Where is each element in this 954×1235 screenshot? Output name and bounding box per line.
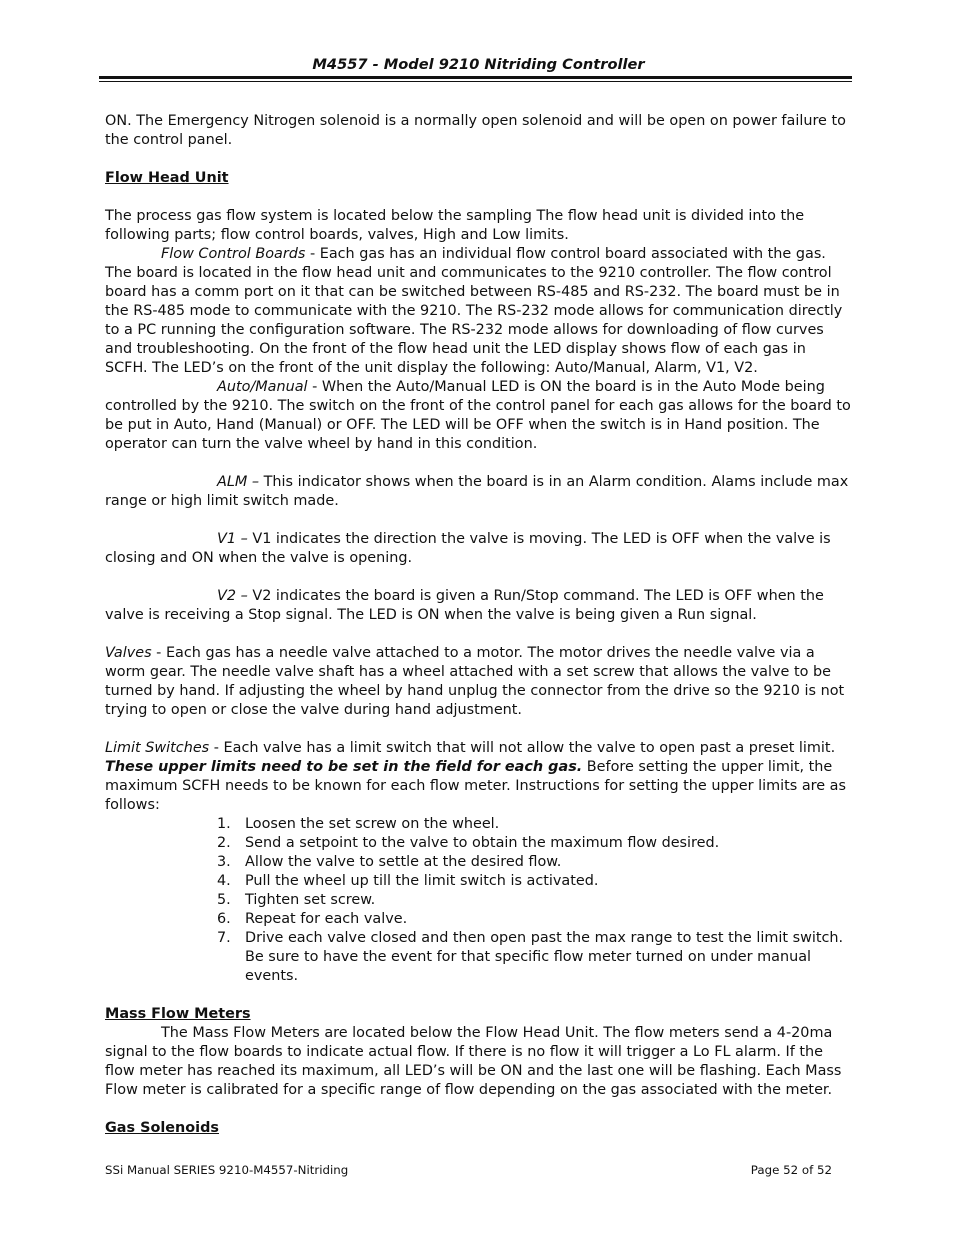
step-number: 7. <box>217 930 231 946</box>
header-rule-thin <box>99 81 852 82</box>
header-rule-thick <box>99 76 852 79</box>
limit-switches-paragraph <box>105 739 852 815</box>
flow-control-boards-text: - Each gas has an individual flow control board associated with the gas. The board is located in the flow head unit and communicates to the 9210 controller. The flow control board has a comm port on it that can be switched between RS-485 and RS-232. The board must be in the RS-485 mode to communicate with the 9210. The RS-232 mode allows for communication directly to a PC running the configuration software. The RS-232 mode allows for downloading of flow curves and troubleshooting. On the front of the flow head unit the LED display shows flow of each gas in SCFH. The LED’s on the front of the unit display the following: Auto/Manual, Alarm, V1, V2. <box>105 246 843 376</box>
auto-manual-label: Auto/Manual <box>217 379 308 395</box>
v1-paragraph <box>105 530 852 568</box>
document-body <box>105 112 852 1138</box>
step-text: Allow the valve to settle at the desired flow. <box>245 854 562 870</box>
alm-label: ALM – <box>217 474 260 490</box>
alm-paragraph <box>105 473 852 511</box>
step-text: Loosen the set screw on the wheel. <box>245 816 500 832</box>
step-number: 6. <box>217 911 231 927</box>
limit-switches-text: - Each valve has a limit switch that will not allow the valve to open past a preset limit. <box>209 740 836 756</box>
step-number: 5. <box>217 892 231 908</box>
v1-label: V1 – <box>217 531 248 547</box>
limit-switches-warning: These upper limits need to be set in the field for each gas. <box>105 759 583 775</box>
step-number: 1. <box>217 816 231 832</box>
mass-flow-heading: Mass Flow Meters <box>105 1006 251 1022</box>
auto-manual-paragraph <box>105 378 852 454</box>
list-item <box>105 872 852 891</box>
step-number: 4. <box>217 873 231 889</box>
list-item <box>105 929 852 986</box>
flow-head-paragraph: The process gas flow system is located below the sampling The flow head unit is divided into the following parts; flow control boards, valves, High and Low limits. <box>105 208 805 243</box>
valves-paragraph <box>105 644 852 720</box>
page-header-title: M4557 - Model 9210 Nitriding Controller <box>312 56 645 73</box>
step-text: Repeat for each valve. <box>245 911 408 927</box>
mass-flow-paragraph: The Mass Flow Meters are located below the Flow Head Unit. The flow meters send a 4-20ma signal to the flow boards to indicate actual flow. If there is no flow it will trigger a Lo FL alarm. If the flow meter has reached its maximum, all LED’s will be ON and the last one will be flashing. Each Mass Flow meter is calibrated for a specific range of flow depending on the gas associated with the meter. <box>105 1025 842 1098</box>
step-number: 2. <box>217 835 231 851</box>
gas-solenoids-heading: Gas Solenoids <box>105 1120 219 1136</box>
list-item <box>105 910 852 929</box>
step-text: Drive each valve closed and then open past the max range to test the limit switch. Be sure to have the event for that specific flow meter turned on under manual events. <box>245 930 844 984</box>
auto-manual-text: - When the Auto/Manual LED is ON the board is in the Auto Mode being controlled by the 9210. The switch on the front of the control panel for each gas allows for the board to be put in Auto, Hand (Manual) or OFF. The LED will be OFF when the switch is in Hand position. The operator can turn the valve wheel by hand in this condition. <box>105 379 851 452</box>
step-number: 3. <box>217 854 231 870</box>
list-item <box>105 834 852 853</box>
v2-label: V2 – <box>217 588 248 604</box>
limit-setup-steps <box>105 815 852 986</box>
flow-head-heading: Flow Head Unit <box>105 170 229 186</box>
v2-paragraph <box>105 587 852 625</box>
footer-page-number: Page 52 of 52 <box>750 1163 832 1177</box>
list-item <box>105 891 852 910</box>
step-text: Pull the wheel up till the limit switch is activated. <box>245 873 599 889</box>
limit-switches-text-2: Before setting the upper limit, the maximum SCFH needs to be known for each flow meter. Instructions for setting the upper limits are as follows: <box>105 759 846 813</box>
v1-text: V1 indicates the direction the valve is moving. The LED is OFF when the valve is closing and ON when the valve is opening. <box>105 531 831 566</box>
intro-paragraph: ON. The Emergency Nitrogen solenoid is a normally open solenoid and will be open on power failure to the control panel. <box>105 113 846 148</box>
flow-control-boards-label: Flow Control Boards <box>161 246 306 262</box>
footer-manual-title: SSi Manual SERIES 9210-M4557-Nitriding <box>105 1163 349 1177</box>
step-text: Send a setpoint to the valve to obtain the maximum flow desired. <box>245 835 720 851</box>
v2-text: V2 indicates the board is given a Run/Stop command. The LED is OFF when the valve is receiving a Stop signal. The LED is ON when the valve is being given a Run signal. <box>105 588 824 623</box>
step-text: Tighten set screw. <box>245 892 376 908</box>
alm-text: This indicator shows when the board is in an Alarm condition. Alams include max range or high limit switch made. <box>105 474 849 509</box>
list-item <box>105 853 852 872</box>
list-item <box>105 815 852 834</box>
valves-text: - Each gas has a needle valve attached to a motor. The motor drives the needle valve via a worm gear. The needle valve shaft has a wheel attached with a set screw that allows the valve to be turned by hand. If adjusting the wheel by hand unplug the connector from the drive so the 9210 is not trying to open or close the valve during hand adjustment. <box>105 645 845 718</box>
flow-control-boards-paragraph <box>105 245 852 378</box>
valves-label: Valves <box>105 645 152 661</box>
limit-switches-label: Limit Switches <box>105 740 210 756</box>
